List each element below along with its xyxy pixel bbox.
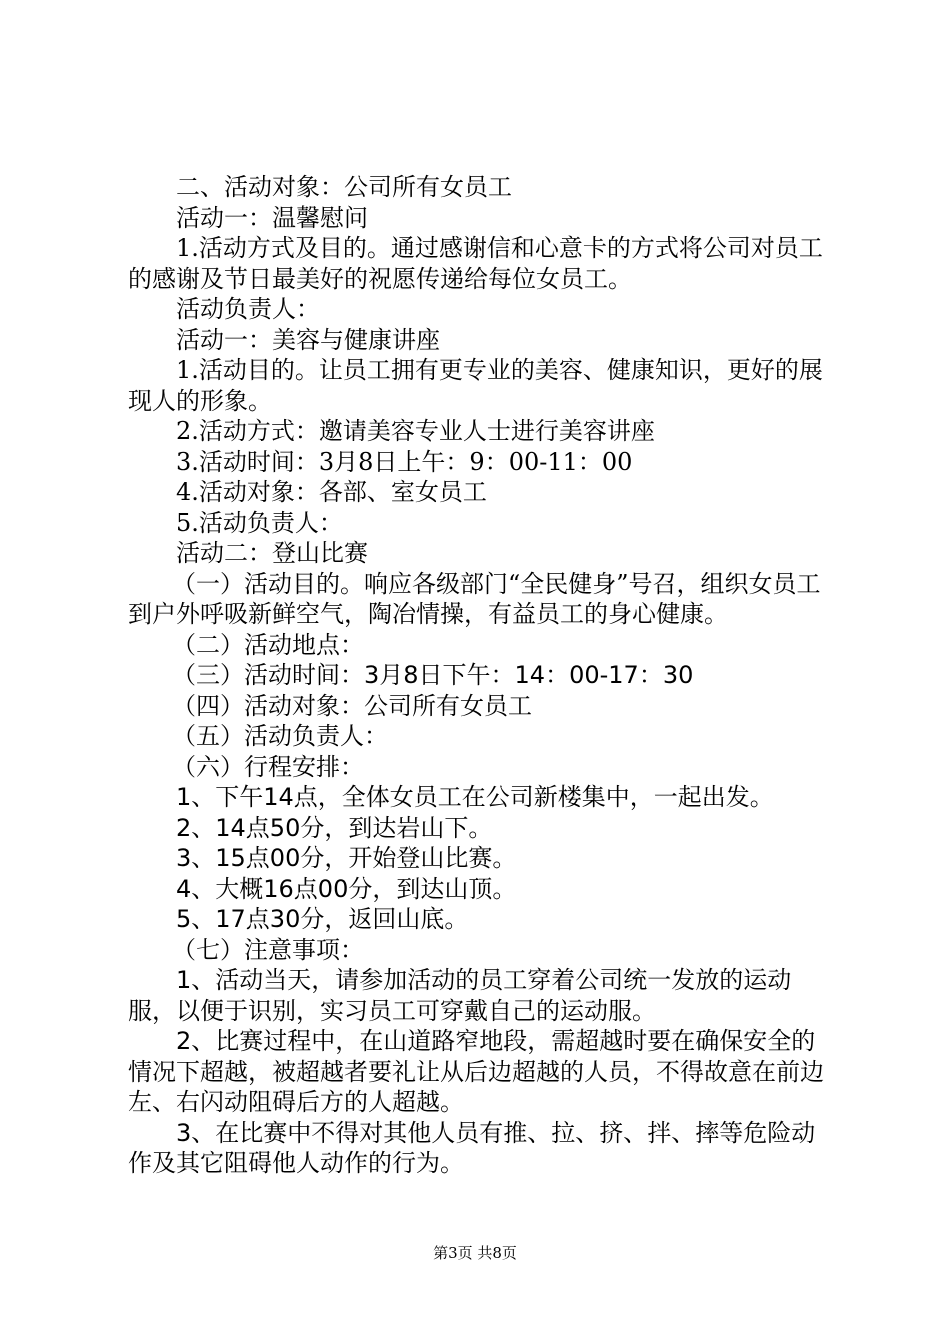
note-item: 3、在比赛中不得对其他人员有推、拉、挤、拌、摔等危险动作及其它阻碍他人动作的行为。 <box>128 1118 816 1177</box>
paragraph-hiking-schedule: （六）行程安排： <box>172 752 364 781</box>
document-body <box>128 172 832 1179</box>
page-footer: 第3页 共8页 <box>433 1244 517 1262</box>
schedule-item: 3、15点00分，开始登山比赛。 <box>176 844 517 872</box>
paragraph-lecture-target: 4.活动对象：各部、室女员工 <box>176 478 487 506</box>
paragraph-lecture-method: 2.活动方式：邀请美容专业人士进行美容讲座 <box>176 417 655 445</box>
paragraph-hiking-purpose: （一）活动目的。响应各级部门“全民健身”号召，组织女员工到户外呼吸新鲜空气，陶冶情操，有益员工的身心健康。 <box>128 569 821 628</box>
paragraph-care-method: 1.活动方式及目的。通过感谢信和心意卡的方式将公司对员工的感谢及节日最美好的祝愿传递给每位女员工。 <box>128 234 823 293</box>
paragraph-hiking-target: （四）活动对象：公司所有女员工 <box>172 691 532 720</box>
paragraph-hiking-owner: （五）活动负责人： <box>172 722 388 750</box>
schedule-item: 4、大概16点00分，到达山顶。 <box>176 874 517 903</box>
paragraph-hiking-time: （三）活动时间：3月8日下午：14：00-17：30 <box>172 661 694 689</box>
paragraph-lecture-owner: 5.活动负责人： <box>176 508 343 537</box>
paragraph-care-owner: 活动负责人： <box>176 295 320 323</box>
note-item: 1、活动当天，请参加活动的员工穿着公司统一发放的运动服，以便于识别，实习员工可穿戴自己的运动服。 <box>128 966 792 1025</box>
section-heading-targets: 二、活动对象：公司所有女员工 <box>176 173 512 201</box>
paragraph-hiking-notes: （七）注意事项： <box>172 935 364 964</box>
paragraph-lecture-purpose: 1.活动目的。让员工拥有更专业的美容、健康知识，更好的展现人的形象。 <box>128 356 823 415</box>
paragraph-lecture-time: 3.活动时间：3月8日上午：9：00-11：00 <box>176 447 633 476</box>
schedule-item: 1、下午14点，全体女员工在公司新楼集中，一起出发。 <box>176 783 774 811</box>
paragraph-hiking-location: （二）活动地点： <box>172 630 364 659</box>
schedule-item: 2、14点50分，到达岩山下。 <box>176 813 493 842</box>
activity-title-lecture: 活动一：美容与健康讲座 <box>176 325 440 354</box>
activity-title-hiking: 活动二：登山比赛 <box>176 539 368 567</box>
schedule-item: 5、17点30分，返回山底。 <box>176 905 469 933</box>
activity-title-care: 活动一：温馨慰问 <box>176 203 368 232</box>
note-item: 2、比赛过程中，在山道路窄地段，需超越时要在确保安全的情况下超越，被超越者要礼让从后边超越的人员，不得故意在前边左、右闪动阻碍后方的人超越。 <box>128 1027 824 1116</box>
